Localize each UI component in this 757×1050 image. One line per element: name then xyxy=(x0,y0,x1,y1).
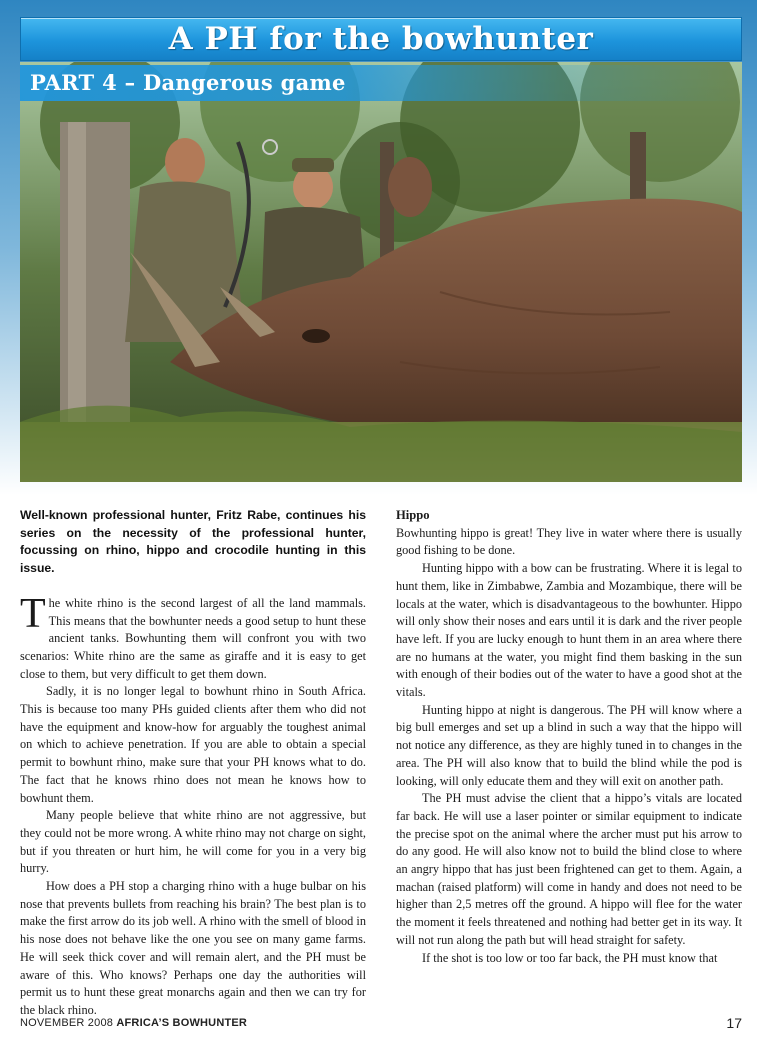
page-subtitle: PART 4 – Dangerous game xyxy=(30,70,346,95)
rhino-hunters-photo-icon xyxy=(20,62,742,482)
article-paragraph: How does a PH stop a charging rhino with a huge bulbar on his nose that prevents bullets from reaching his brain? The best plan is to make the first arrow do its job well. A rhino with the smell of blood in his nose does not behave like the one you see on many game farms. He will seek thick cover and will remain alert, and the PH must be aware of this. Who knows? Perhaps one day the authorities will permit us to hunt these great monarchs again and then we can try for the black rhino. xyxy=(20,879,366,1017)
article-photo xyxy=(20,62,742,482)
drop-cap: T xyxy=(20,590,46,637)
article-column-right xyxy=(396,507,742,967)
article-paragraph: If the shot is too low or too far back, the PH must know that xyxy=(422,950,718,965)
article-column-left xyxy=(20,507,366,1020)
subtitle-banner xyxy=(20,65,742,101)
page-title: A PH for the bowhunter xyxy=(168,21,594,57)
title-banner xyxy=(20,17,742,61)
section-heading-hippo: Hippo xyxy=(396,508,430,522)
article-paragraph: Sadly, it is no longer legal to bowhunt rhino in South Africa. This is because too many PHs guided clients after them who did not have the equipment and know-how for arguably the toughest animal on which to achieve penetration. If you are able to obtain a special permit to bowhunt rhino, make sure that your PH knows what to do. The fact that he knows rhino does not mean he knows how to bowhunt them. xyxy=(20,684,366,805)
page-number: 17 xyxy=(726,1015,742,1031)
article-paragraph: Hunting hippo at night is dangerous. The PH will know where a big bull emerges and set up a blind in such a way that the hippo will not notice any difference, as they are highly tuned in to changes in the area. The PH will also know that to build the blind while the pod is looking, will only educate them and they will exit on another path. xyxy=(396,702,742,788)
article-paragraph: The PH must advise the client that a hippo’s vitals are located far back. He will use a laser pointer or similar equipment to indicate the precise spot on the animal where the archer must put his arrow to do any good. He will also know not to build the blind close to where an angry hippo that has just been frightened can get to them. Again, a machan (raised platform) will come in handy and does not need to be higher than 2,5 metres off the ground. A hippo will flee for the water the moment it feels threatened and nothing had better get in its way. It will not run along the path but will head straight for safety. xyxy=(396,791,742,947)
footer-date: NOVEMBER 2008 xyxy=(20,1017,114,1029)
article-lead: Well-known professional hunter, Fritz Rabe, continues his series on the necessity of the professional hunter, focussing on rhino, hippo and crocodile hunting in this issue. xyxy=(20,508,366,576)
footer-magazine: AFRICA’S BOWHUNTER xyxy=(116,1017,248,1029)
article-paragraph: Bowhunting hippo is great! They live in water where there is usually good fishing to be done. xyxy=(396,525,742,558)
page-footer xyxy=(20,1017,742,1033)
paragraph-text: he white rhino is the second largest of all the land mammals. This means that the bowhunter needs a good setup to hunt these ancient tanks. Bowhunting them will confront you with two scenarios: White rhino are the same as giraffe and it is easy to get close to them, but very difficult to get them down. xyxy=(20,595,366,681)
article-paragraph xyxy=(20,590,366,684)
article-paragraph: Many people believe that white rhino are not aggressive, but they could not be more wrong. A white rhino may not charge on sight, but if you threaten or hurt him, he will come for you in a very big hurry. xyxy=(20,808,366,876)
footer-issue xyxy=(20,1017,247,1029)
article-paragraph: Hunting hippo with a bow can be frustrating. Where it is legal to hunt them, like in Zimbabwe, Zambia and Mozambique, there will be locals at the water, which is disadvantageous to the bowhunter. Hippo will only show their noses and ears until it is dark and the river people have left. If you are lucky enough to hunt them in an area where there are no humans at the water, you might find them basking in the sun with enough of their bodies out of the water to have a good shot at the vitals. xyxy=(396,561,742,700)
